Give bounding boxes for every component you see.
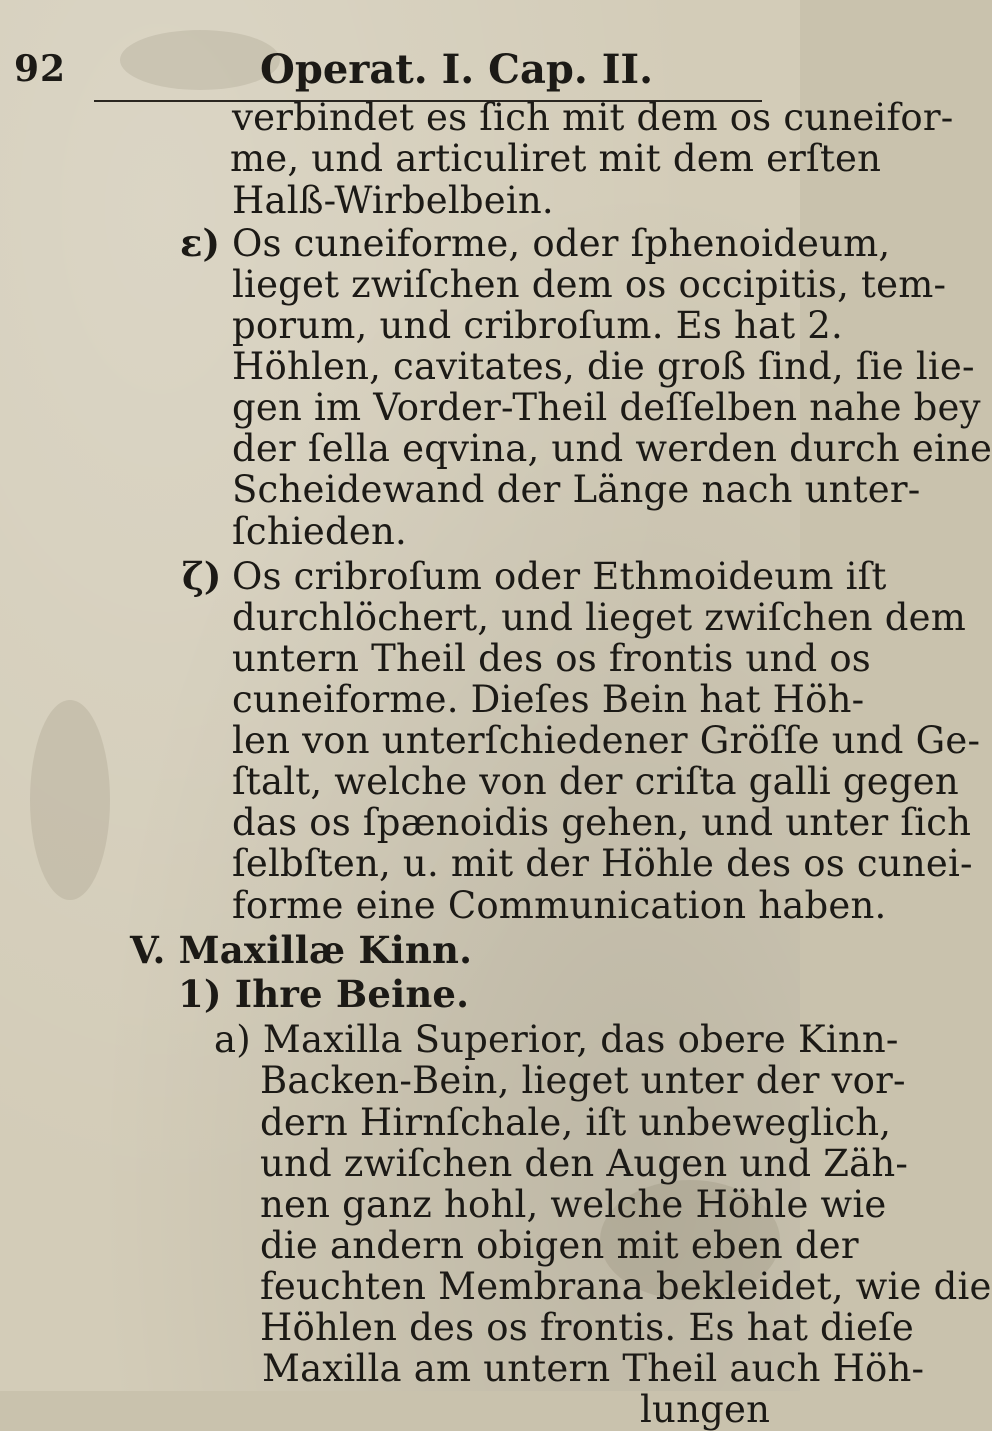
text-line: und zwiſchen den Augen und Zäh- [260,1141,909,1185]
text-line: ſelbſten, u. mit der Höhle des os cunei- [232,842,973,886]
text-line: feuchten Membrana bekleidet, wie die [260,1265,992,1309]
text-line: Höhlen des os frontis. Es hat dieſe [260,1306,915,1350]
text-line: Höhlen, cavitates, die groß ſind, ſie lie- [232,345,975,389]
text-line: Backen-Bein, lieget unter der vor- [260,1059,906,1103]
paragraph-marker-epsilon: ε) [180,220,220,265]
catchword: lungen [640,1388,771,1431]
page-number: 92 [14,48,67,90]
text-line: Os cuneiforme, oder ſphenoideum, [232,221,891,265]
text-line: Os cribroſum oder Ethmoideum iſt [232,554,887,598]
paper-stain [30,700,110,900]
text-line: die andern obigen mit eben der [260,1223,859,1267]
text-line: Scheidewand der Länge nach unter- [232,468,921,512]
text-line: ſchieden. [232,509,407,553]
text-line: forme eine Communication haben. [232,883,887,927]
text-line: len von unterſchiedener Gröſſe und Ge- [232,719,981,763]
text-line: porum, und cribroſum. Es hat 2. [232,303,843,347]
text-line: durchlöchert, und lieget zwiſchen dem [232,595,967,639]
text-line: der ſella eqvina, und werden durch eine [232,427,992,471]
text-line: dern Hirnſchale, iſt unbeweglich, [260,1100,892,1144]
text-line: cuneiforme. Dieſes Bein hat Höh- [232,677,865,721]
text-line: Halß-Wirbelbein. [232,178,554,222]
text-line: a) Maxilla Superior, das obere Kinn- [214,1018,899,1062]
text-line: verbindet es ſich mit dem os cuneifor- [232,96,954,140]
page-header [0,28,800,98]
text-line: me, und articuliret mit dem erſten [230,137,882,181]
running-head: Operat. I. Cap. II. [260,46,654,93]
text-line: nen ganz hohl, welche Höhle wie [260,1182,887,1226]
text-line: gen im Vorder-Theil deſſelben nahe bey [232,386,981,430]
paragraph-marker-zeta: ζ) [182,553,222,598]
text-line: ſtalt, welche von der criſta galli gegen [232,760,959,804]
text-line: das os ſpænoidis gehen, und unter ſich [232,801,972,845]
text-line: Maxilla am untern Theil auch Höh- [262,1347,925,1391]
text-line: untern Theil des os frontis und os [232,636,871,680]
subsection-heading: 1) Ihre Beine. [178,972,470,1017]
section-heading: V. Maxillæ Kinn. [130,927,473,972]
text-line: lieget zwiſchen dem os occipitis, tem- [232,262,947,306]
